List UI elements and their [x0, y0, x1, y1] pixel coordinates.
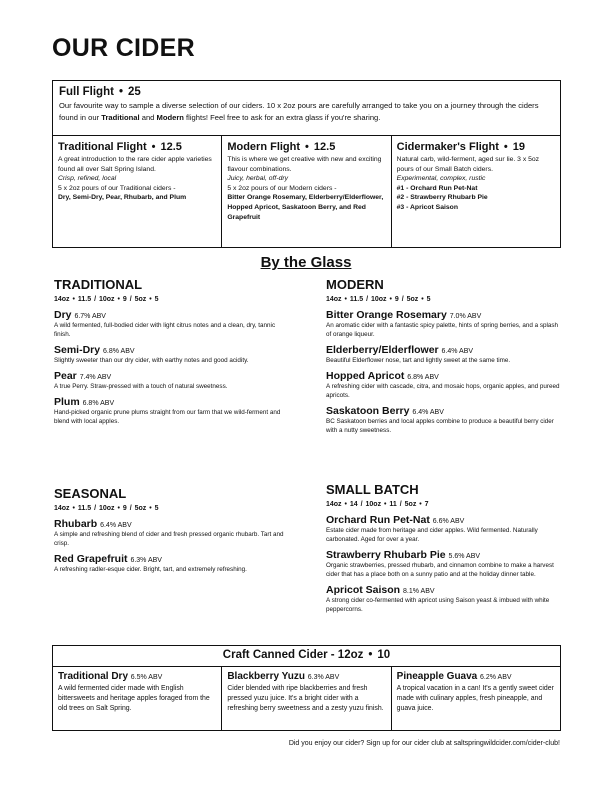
canned-price: 10 [377, 649, 391, 661]
flight-name: Modern Flight [227, 141, 301, 153]
abv: 8.1% ABV [403, 588, 435, 595]
item-description: A wild fermented, full-bodied cider with light citrus notes and a clean, dry, tannic finish. [54, 322, 276, 338]
flight-rank: #3 - Apricot Saison [396, 203, 458, 211]
abv: 6.7% ABV [74, 313, 106, 320]
section-sizes: 14oz • 11.5 / 10oz • 9 / 5oz • 5 [54, 296, 159, 303]
flight-list: Dry, Semi-Dry, Pear, Rhubarb, and Plum [58, 194, 187, 202]
item-description: A strong cider co-fermented with apricot using Saison yeast & imbued with white peppercorns. [326, 597, 550, 613]
seasonal-section [54, 486, 289, 579]
menu-item: Dry 6.7% ABV A wild fermented, full-bodied cider with light citrus notes and a clean, dry, tannic finish. [54, 309, 289, 339]
section-title: SEASONAL [54, 486, 127, 501]
flights-row [52, 136, 561, 248]
section-sizes: 14oz • 11.5 / 10oz • 9 / 5oz • 5 [54, 505, 159, 512]
canned-item: Blackberry Yuzu 6.3% ABV Cider blended with ripe blackberries and fresh pressed yuzu juice. It's a bright cider with a refreshing berry sweetness and a zesty yuzu finish. [222, 667, 391, 730]
item-description: Estate cider made from heritage and cider apples. Wild fermented. Naturally carbonated. Aged for over a year. [326, 527, 538, 543]
full-flight-description: Our favourite way to sample a diverse selection of our ciders. 10 x 2oz pours are carefully arranged to take you on a journey through the ciders found in our Traditional and Modern flights! Feel free to ask for an extra glass if you're sharing. [59, 101, 539, 122]
abv: 6.8% ABV [103, 348, 135, 355]
item-description: Beautiful Elderflower nose, tart and lightly sweet at the same time. [326, 357, 511, 364]
menu-item: Semi-Dry 6.8% ABV Slightly sweeter than our dry cider, with earthy notes and good acidity. [54, 344, 289, 365]
section-title: MODERN [326, 277, 384, 292]
flight-name: Cidermaker's Flight [396, 141, 499, 153]
canned-cider-header: Craft Canned Cider - 12oz • 10 [52, 645, 561, 667]
menu-item: Orchard Run Pet-Nat 6.6% ABV Estate cider made from heritage and cider apples. Wild fermented. Naturally carbonated. Aged for over a year. [326, 514, 562, 544]
menu-item: Apricot Saison 8.1% ABV A strong cider co-fermented with apricot using Saison yeast & imbued with white peppercorns. [326, 584, 562, 614]
canned-item: Traditional Dry 6.5% ABV A wild fermented cider made with English bittersweets and heritage apples foraged from the old trees on Salt Spring. [53, 667, 222, 730]
full-flight-name: Full Flight [59, 86, 114, 98]
small-batch-section [326, 482, 562, 619]
flight-tagline: Juicy, herbal, off-dry [227, 175, 289, 183]
canned-cider-row [52, 667, 561, 731]
abv: 6.4% ABV [412, 409, 444, 416]
item-description: A refreshing radler-esque cider. Bright, tart, and extremely refreshing. [54, 566, 247, 573]
cidermakers-flight: Cidermaker's Flight • 19 Natural carb, wild-ferment, aged sur lie. 3 x 5oz pours of our Small Batch ciders. Experimental, complex, rustic #1 - Orchard Run Pet-Nat #2 - Strawberry Rhubarb Pie #3 - Apricot Saison [392, 136, 560, 247]
modern-flight: Modern Flight • 12.5 This is where we get creative with new and exciting flavour combinations. Juicy, herbal, off-dry 5 x 2oz pours of our Modern ciders - Bitter Orange Rosemary, Elderberry/Elderflower, Hopped Apricot, Saskatoon Berry, and Red Grapefruit [222, 136, 391, 247]
section-title: TRADITIONAL [54, 277, 143, 292]
flight-list: Bitter Orange Rosemary, Elderberry/Elderflower, Hopped Apricot, Saskatoon Berry, and Red Grapefruit [227, 194, 384, 221]
abv: 6.3% ABV [307, 674, 340, 681]
traditional-flight: Traditional Flight • 12.5 A great introduction to the rare cider apple varieties found all over Salt Spring Island. Crisp, refined, local 5 x 2oz pours of our Traditional ciders - Dry, Semi-Dry, Pear, Rhubarb, and Plum [53, 136, 222, 247]
traditional-section [54, 277, 289, 431]
abv: 6.2% ABV [480, 674, 512, 681]
menu-item: Red Grapefruit 6.3% ABV A refreshing radler-esque cider. Bright, tart, and extremely refreshing. [54, 553, 289, 574]
flight-description: A great introduction to the rare cider apple varieties found all over Salt Spring Island. [58, 156, 212, 173]
flight-pours: 5 x 2oz pours of our Traditional ciders - [58, 184, 176, 192]
abv: 6.5% ABV [130, 674, 163, 681]
flight-description: Natural carb, wild-ferment, aged sur lie. 3 x 5oz pours of our Small Batch ciders. [396, 156, 540, 173]
menu-item: Rhubarb 6.4% ABV A simple and refreshing blend of cider and fresh pressed organic rhubarb. Tart and crisp. [54, 518, 289, 548]
item-description: A true Perry. Straw-pressed with a touch of natural sweetness. [54, 383, 228, 390]
flight-description: This is where we get creative with new and exciting flavour combinations. [227, 156, 382, 173]
menu-item: Strawberry Rhubarb Pie 5.6% ABV Organic strawberries, pressed rhubarb, and cinnamon combine to make a harvest cider that has a place both on a sunny patio and at the holiday dinner table. [326, 549, 562, 579]
abv: 6.4% ABV [100, 522, 132, 529]
modern-section [326, 277, 562, 440]
item-description: A simple and refreshing blend of cider and fresh pressed organic rhubarb. Tart and crisp. [54, 531, 284, 547]
menu-item: Bitter Orange Rosemary 7.0% ABV An aromatic cider with a fantastic spicy palette, hints of spring berries, and a splash of orange liqueur. [326, 309, 562, 339]
flight-tagline: Crisp, refined, local [58, 175, 117, 183]
flight-tagline: Experimental, complex, rustic [396, 175, 486, 183]
footer-note: Did you enjoy our cider? Sign up for our cider club at saltspringwildcider.com/cider-club! [288, 740, 560, 747]
item-description: An aromatic cider with a fantastic spicy palette, hints of spring berries, and a splash of orange liqueur. [326, 322, 559, 338]
abv: 6.3% ABV [130, 557, 162, 564]
item-description: BC Saskatoon berries and local apples combine to produce a beautiful berry cider with a nutty sweetness. [326, 418, 554, 434]
abv: 6.4% ABV [441, 348, 474, 355]
flight-price: 12.5 [160, 141, 182, 153]
flight-price: 19 [512, 141, 526, 153]
item-description: Slightly sweeter than our dry cider, with earthy notes and good acidity. [54, 357, 249, 364]
item-description: A wild fermented cider made with English bittersweets and heritage apples foraged from the old trees on Salt Spring. [58, 685, 210, 712]
canned-title: Craft Canned Cider - 12oz [222, 649, 364, 661]
abv: 5.6% ABV [448, 553, 481, 560]
item-description: Hand-picked organic prune plums straight from our farm that we wild-ferment and blend with local apples. [54, 409, 281, 425]
flight-rank: #2 - Strawberry Rhubarb Pie [396, 194, 488, 202]
full-flight-box [52, 80, 561, 136]
full-flight-title: Full Flight • 25 [59, 86, 141, 98]
item-description: A tropical vacation in a can! It's a gently sweet cider made with culinary apples, fresh pineapple, and guava juice. [396, 685, 554, 712]
abv: 6.6% ABV [432, 518, 465, 525]
section-title: SMALL BATCH [326, 482, 419, 497]
item-description: A refreshing cider with cascade, citra, and mosaic hops, organic apples, and pureed apricots. [326, 383, 560, 399]
item-description: Organic strawberries, pressed rhubarb, and cinnamon combine to make a harvest cider that has a place both on a sunny patio and at the holiday dinner table. [326, 562, 554, 578]
abv: 6.8% ABV [82, 400, 115, 407]
abv: 7.4% ABV [79, 374, 112, 381]
flight-rank: #1 - Orchard Run Pet-Nat [396, 184, 478, 192]
flight-pours: 5 x 2oz pours of our Modern ciders - [227, 184, 337, 192]
full-flight-price: 25 [127, 86, 141, 98]
abv: 6.8% ABV [407, 374, 439, 381]
page-title: OUR CIDER [52, 34, 195, 62]
section-sizes: 14oz • 11.5 / 10oz • 9 / 5oz • 5 [326, 296, 431, 303]
item-description: Cider blended with ripe blackberries and fresh pressed yuzu juice. It's a bright cider with a refreshing berry sweetness and a zesty yuzu finish. [227, 685, 384, 712]
menu-item: Saskatoon Berry 6.4% ABV BC Saskatoon berries and local apples combine to produce a beautiful berry cider with a nutty sweetness. [326, 405, 562, 435]
by-the-glass-heading: By the Glass [260, 254, 352, 271]
menu-item: Hopped Apricot 6.8% ABV A refreshing cider with cascade, citra, and mosaic hops, organic apples, and pureed apricots. [326, 370, 562, 400]
flight-price: 12.5 [313, 141, 336, 153]
abv: 7.0% ABV [449, 313, 482, 320]
flight-name: Traditional Flight [58, 141, 147, 153]
menu-item: Plum 6.8% ABV Hand-picked organic prune plums straight from our farm that we wild-ferment and blend with local apples. [54, 396, 289, 426]
canned-item: Pineapple Guava 6.2% ABV A tropical vacation in a can! It's a gently sweet cider made with culinary apples, fresh pineapple, and guava juice. [396, 671, 554, 712]
section-sizes: 14oz • 14 / 10oz • 11 / 5oz • 7 [326, 501, 429, 508]
menu-item: Elderberry/Elderflower 6.4% ABV Beautiful Elderflower nose, tart and lightly sweet at the same time. [326, 344, 562, 365]
menu-item: Pear 7.4% ABV A true Perry. Straw-pressed with a touch of natural sweetness. [54, 370, 289, 391]
